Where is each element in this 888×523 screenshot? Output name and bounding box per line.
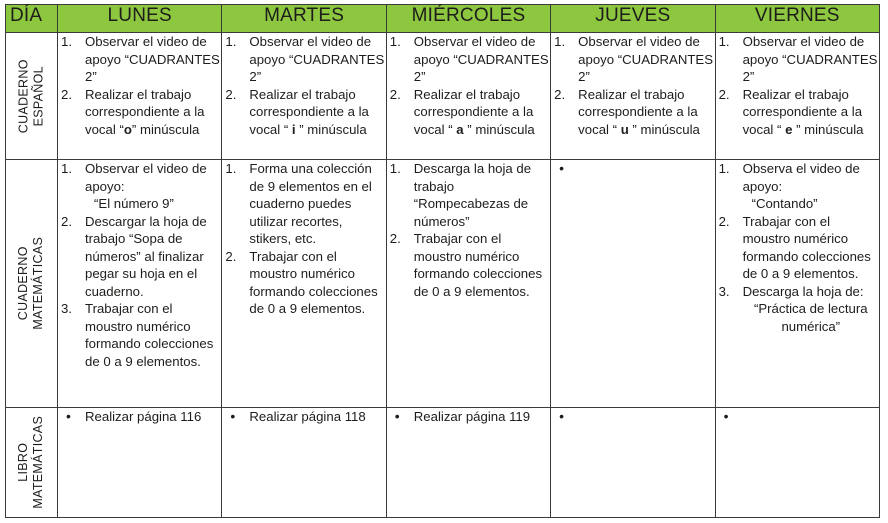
task-text: e: [785, 121, 793, 137]
task-item: [551, 33, 714, 86]
task-item: [222, 408, 385, 426]
task-item: [222, 33, 385, 86]
task-text: Trabajar con el moustro numérico formando colecciones de 0 a 9 elementos.: [742, 213, 871, 282]
task-item: [551, 86, 714, 139]
cell-libro-matematicas-miercoles: [386, 408, 550, 518]
task-item: [58, 86, 221, 139]
task-item: [222, 248, 385, 318]
task-text: i: [291, 121, 296, 137]
task-number: 1.: [718, 34, 730, 49]
task-number: 2.: [61, 213, 72, 229]
task-number: 2.: [554, 86, 566, 102]
header-day-martes: MARTES: [222, 5, 386, 33]
cell-cuaderno-espanol-martes: [222, 33, 386, 160]
cell-cuaderno-espanol-jueves: [551, 33, 715, 160]
task-text: Descargar la hoja de trabajo “Sopa de números” al finalizar pegar su hoja en el cuaderno.: [85, 213, 207, 299]
task-number: 1.: [718, 161, 730, 176]
row-label-cuaderno-matematicas: [6, 160, 58, 408]
task-list: [716, 33, 879, 138]
table-row-cuaderno-matematicas: [6, 160, 880, 408]
task-list: [222, 160, 385, 318]
task-number: 2.: [718, 86, 730, 102]
cell-cuaderno-matematicas-viernes: [715, 160, 879, 408]
task-text: Forma una colección de 9 elementos en el cuaderno puedes utilizar recortes, stikers, etc.: [249, 161, 372, 247]
task-list: [551, 33, 714, 138]
task-item: [387, 160, 550, 230]
task-text: Descarga la hoja de trabajo “Rompecabezas de números”: [413, 161, 532, 229]
bullet-icon: •: [66, 408, 71, 424]
task-number: 3.: [718, 283, 730, 299]
task-text: o: [123, 121, 132, 137]
header-day-miercoles: MIÉRCOLES: [386, 5, 550, 33]
task-text: a: [456, 121, 464, 137]
cell-cuaderno-espanol-lunes: [58, 33, 222, 160]
row-label-text: [16, 237, 47, 330]
cell-libro-matematicas-viernes: [715, 408, 879, 518]
weekly-plan-table: [5, 4, 880, 518]
table-body: [6, 33, 880, 518]
row-label-line-1: LIBRO: [16, 443, 31, 483]
task-number: 2.: [225, 248, 237, 264]
task-item: [716, 408, 879, 424]
task-number: 2.: [61, 86, 72, 102]
task-number: 1.: [61, 161, 72, 176]
task-number: 3.: [61, 301, 72, 317]
task-number: 1.: [389, 161, 401, 176]
task-text: “Práctica de lectura numérica”: [753, 301, 868, 334]
task-item: [222, 86, 385, 139]
task-item: [387, 33, 550, 86]
row-label-rotation-wrapper: [6, 408, 57, 517]
table-row-libro-matematicas: [6, 408, 880, 518]
header-dia: DÍA: [6, 5, 58, 33]
cell-cuaderno-matematicas-jueves: [551, 160, 715, 408]
header-row: [6, 5, 880, 33]
task-list: [58, 408, 221, 426]
row-label-text: [16, 416, 47, 509]
table-header: [6, 5, 880, 33]
task-number: 2.: [718, 213, 730, 229]
task-number: 1.: [225, 161, 237, 176]
task-number: 1.: [61, 34, 72, 49]
row-label-line-2: MATEMÁTICAS: [31, 237, 46, 330]
task-item: [716, 86, 879, 139]
task-list: [58, 33, 221, 138]
cell-cuaderno-matematicas-lunes: [58, 160, 222, 408]
task-item: [58, 160, 221, 213]
task-item: [716, 213, 879, 283]
task-text: Realizar página 119: [413, 409, 531, 424]
task-text: Observar el video de apoyo “CUADRANTES 2”: [578, 34, 714, 85]
task-text: Observar el video de apoyo “CUADRANTES 2”: [249, 34, 385, 85]
row-label-libro-matematicas: [6, 408, 58, 518]
cell-cuaderno-espanol-miercoles: [386, 33, 550, 160]
task-item: [716, 33, 879, 86]
task-text: Realizar el trabajo correspondiente a la vocal “: [578, 86, 698, 137]
task-item: [58, 408, 221, 426]
task-text: ” minúscula: [463, 121, 535, 137]
task-list: [222, 408, 385, 426]
bullet-icon: •: [394, 408, 400, 424]
task-text: Realizar página 118: [249, 409, 366, 424]
task-text: Observa el video de apoyo:: [742, 161, 860, 194]
task-text: Trabajar con el moustro numérico formando colecciones de 0 a 9 elementos.: [413, 231, 543, 299]
bullet-icon: •: [230, 408, 236, 424]
header-day-jueves: JUEVES: [551, 5, 715, 33]
cell-libro-matematicas-jueves: [551, 408, 715, 518]
task-text: Realizar el trabajo correspondiente a la vocal “: [742, 86, 863, 137]
task-list: [222, 33, 385, 138]
task-text: Trabajar con el moustro numérico formando colecciones de 0 a 9 elementos.: [249, 248, 378, 317]
task-number: 2.: [389, 231, 401, 247]
task-item: [222, 160, 385, 248]
task-item: [58, 33, 221, 86]
row-label-line-1: CUADERNO: [16, 59, 31, 133]
task-item: [716, 160, 879, 213]
row-label-rotation-wrapper: [6, 160, 57, 407]
task-text: u: [620, 121, 629, 137]
header-day-viernes: VIERNES: [715, 5, 879, 33]
cell-libro-matematicas-martes: [222, 408, 386, 518]
task-list: [387, 33, 550, 138]
task-text: “Contando”: [751, 196, 818, 212]
task-item: [58, 213, 221, 301]
task-list: [58, 160, 221, 371]
task-item: [387, 86, 550, 139]
row-label-line-2: ESPAÑOL: [31, 65, 46, 127]
task-text: Observar el video de apoyo “CUADRANTES 2”: [413, 34, 549, 85]
task-list: [716, 160, 879, 335]
cell-cuaderno-matematicas-miercoles: [386, 160, 550, 408]
task-item: [387, 230, 550, 300]
cell-cuaderno-matematicas-martes: [222, 160, 386, 408]
task-text: Realizar el trabajo correspondiente a la vocal “: [85, 86, 205, 137]
task-item: [551, 160, 714, 176]
row-label-line-2: MATEMÁTICAS: [31, 416, 46, 509]
task-number: 1.: [225, 34, 237, 49]
task-text: Realizar página 116: [85, 409, 202, 424]
table-row-cuaderno-espanol: [6, 33, 880, 160]
header-day-lunes: LUNES: [58, 5, 222, 33]
task-number: 2.: [225, 86, 237, 102]
task-list: [551, 408, 714, 424]
task-text: Observar el video de apoyo “CUADRANTES 2”: [742, 34, 878, 85]
task-text: Descarga la hoja de:: [742, 283, 864, 299]
task-number: 1.: [554, 34, 566, 49]
task-text: “El número 9”: [94, 196, 174, 212]
cell-libro-matematicas-lunes: [58, 408, 222, 518]
cell-cuaderno-espanol-viernes: [715, 33, 879, 160]
row-label-text: [16, 59, 47, 133]
task-text: Trabajar con el moustro numérico formando colecciones de 0 a 9 elementos.: [85, 301, 214, 370]
task-text: Observar el video de apoyo “CUADRANTES 2”: [85, 34, 220, 85]
task-text: ” minúscula: [131, 121, 200, 137]
task-number: 1.: [389, 34, 401, 49]
task-item: [387, 408, 550, 426]
task-item: [58, 300, 221, 370]
row-label-cuaderno-espanol: [6, 33, 58, 160]
task-item: [551, 408, 714, 424]
task-text: Observar el video de apoyo:: [85, 161, 207, 194]
bullet-icon: •: [559, 160, 565, 176]
task-text: ” minúscula: [792, 121, 864, 137]
task-list: [716, 408, 879, 424]
row-label-line-1: CUADERNO: [16, 246, 31, 321]
task-list: [387, 160, 550, 300]
task-text: ” minúscula: [295, 121, 367, 137]
task-text: ” minúscula: [628, 121, 700, 137]
task-text: Realizar el trabajo correspondiente a la vocal “: [249, 86, 369, 137]
row-label-rotation-wrapper: [6, 33, 57, 159]
bullet-icon: •: [723, 408, 729, 424]
task-number: 2.: [389, 86, 401, 102]
bullet-icon: •: [559, 408, 565, 424]
task-list: [551, 160, 714, 176]
task-text: Realizar el trabajo correspondiente a la vocal “: [413, 86, 534, 137]
task-list: [387, 408, 550, 426]
task-item: [716, 283, 879, 336]
